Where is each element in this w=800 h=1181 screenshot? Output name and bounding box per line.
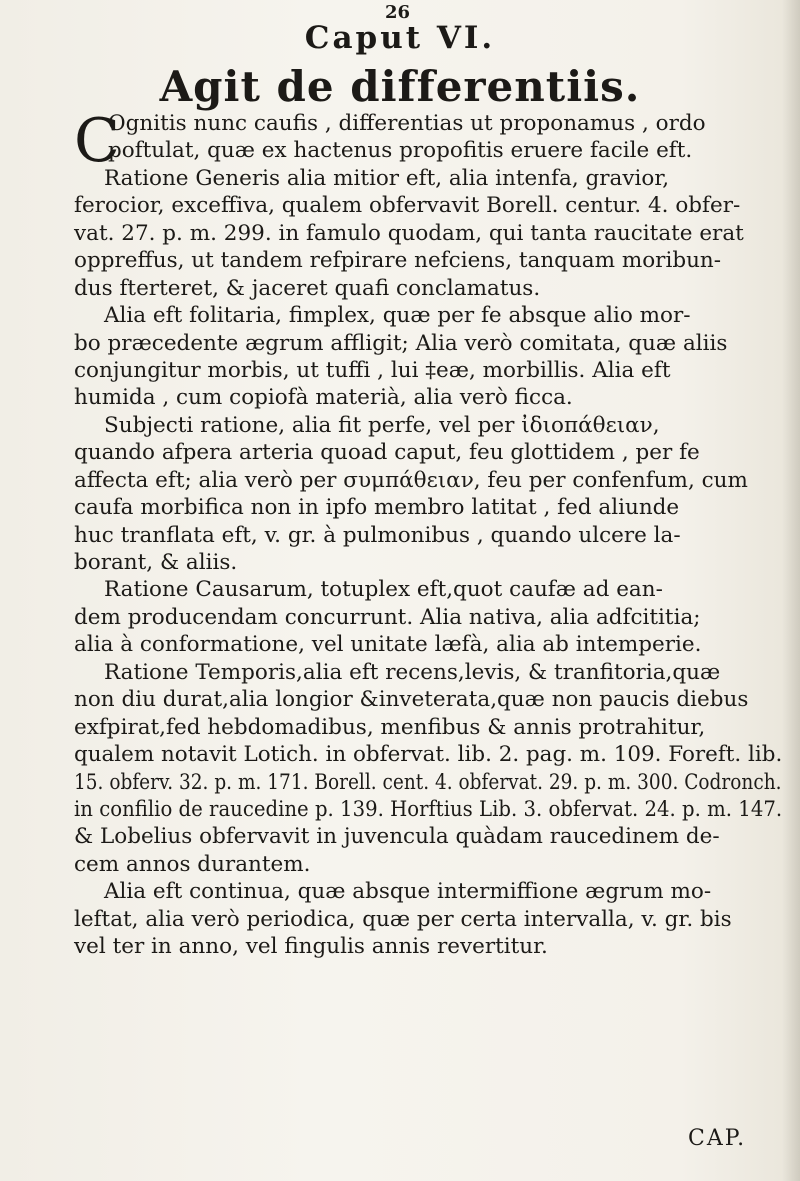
text-line: oppreffus, ut tandem refpirare nefciens, tanquam moribun- <box>74 248 722 274</box>
text-line: quando afpera arteria quoad caput, feu glottidem , per fe <box>74 440 700 466</box>
text-line: non diu durat,alia longior &inveterata,quæ non paucis diebus <box>74 687 749 713</box>
text-line: Ratione Temporis,alia eft recens,levis, & tranfitoria,quæ <box>104 659 721 685</box>
text-line: borant, & aliis. <box>74 550 238 575</box>
text-line: exfpirat,fed hebdomadibus, menfibus & annis protrahitur, <box>74 714 706 740</box>
text-line: Alia eft continua, quæ absque intermiffione ægrum mo- <box>104 879 712 905</box>
drop-capital: C <box>74 106 120 176</box>
page-number: 26 <box>385 2 411 23</box>
text-line: vel ter in anno, vel fingulis annis revertitur. <box>74 934 548 960</box>
page-edge-shadow <box>782 0 800 1181</box>
text-line: Ratione Causarum, totuplex eft,quot caufæ ad ean- <box>104 577 663 603</box>
text-line: 15. obferv. 32. p. m. 171. Borell. cent. 4. obfervat. 29. p. m. 300. Codronch. <box>74 769 782 795</box>
text-line: dem producendam concurrunt. Alia nativa, alia adfcititia; <box>74 604 701 630</box>
text-line: & Lobelius obfervavit in juvencula quàdam raucedinem de- <box>74 824 720 850</box>
catchword: CAP. <box>688 1126 747 1151</box>
text-line: alia à conformatione, vel unitate læfà, alia ab intemperie. <box>74 632 702 658</box>
text-line: dus fterteret, & jaceret quafi conclamatus. <box>74 275 541 301</box>
text-line: poftulat, quæ ex hactenus propofitis eruere facile eft. <box>108 138 693 164</box>
text-line: Ognitis nunc caufis , differentias ut proponamus , ordo <box>108 111 706 136</box>
text-line: ferocior, exceffiva, qualem obfervavit Borell. centur. 4. obfer- <box>74 193 741 219</box>
body-text <box>74 106 784 961</box>
chapter-heading: Caput VI. <box>304 20 496 56</box>
text-line: conjungitur morbis, ut tuffi , lui ‡eæ, morbillis. Alia eft <box>74 357 671 383</box>
text-line: leftat, alia verò periodica, quæ per certa intervalla, v. gr. bis <box>74 906 732 932</box>
text-line: caufa morbifica non in ipfo membro latitat , fed aliunde <box>74 495 680 521</box>
chapter-title: Agit de differentiis. <box>159 62 641 111</box>
text-line: bo præcedente ægrum affligit; Alia verò comitata, quæ aliis <box>74 330 728 356</box>
text-line: in confilio de raucedine p. 139. Horftius Lib. 3. obfervat. 24. p. m. 147. <box>74 796 783 822</box>
text-line: cem annos durantem. <box>74 851 311 877</box>
text-line: affecta eft; alia verò per συμπάθειαν, feu per confenfum, cum <box>74 467 748 493</box>
text-line: Ratione Generis alia mitior eft, alia intenfa, gravior, <box>104 165 670 191</box>
text-line: qualem notavit Lotich. in obfervat. lib. 2. pag. m. 109. Foreft. lib. <box>74 742 783 768</box>
text-line: Alia eft folitaria, fimplex, quæ per fe absque alio mor- <box>104 303 691 329</box>
text-line: humida , cum copiofà materià, alia verò ficca. <box>74 385 573 411</box>
text-line: huc tranflata eft, v. gr. à pulmonibus , quando ulcere la- <box>74 522 681 548</box>
text-line: vat. 27. p. m. 299. in famulo quodam, qui tanta raucitate erat <box>74 220 744 246</box>
text-line: Subjecti ratione, alia fit perfe, vel per ἰδιοπάθειαν, <box>104 412 660 438</box>
